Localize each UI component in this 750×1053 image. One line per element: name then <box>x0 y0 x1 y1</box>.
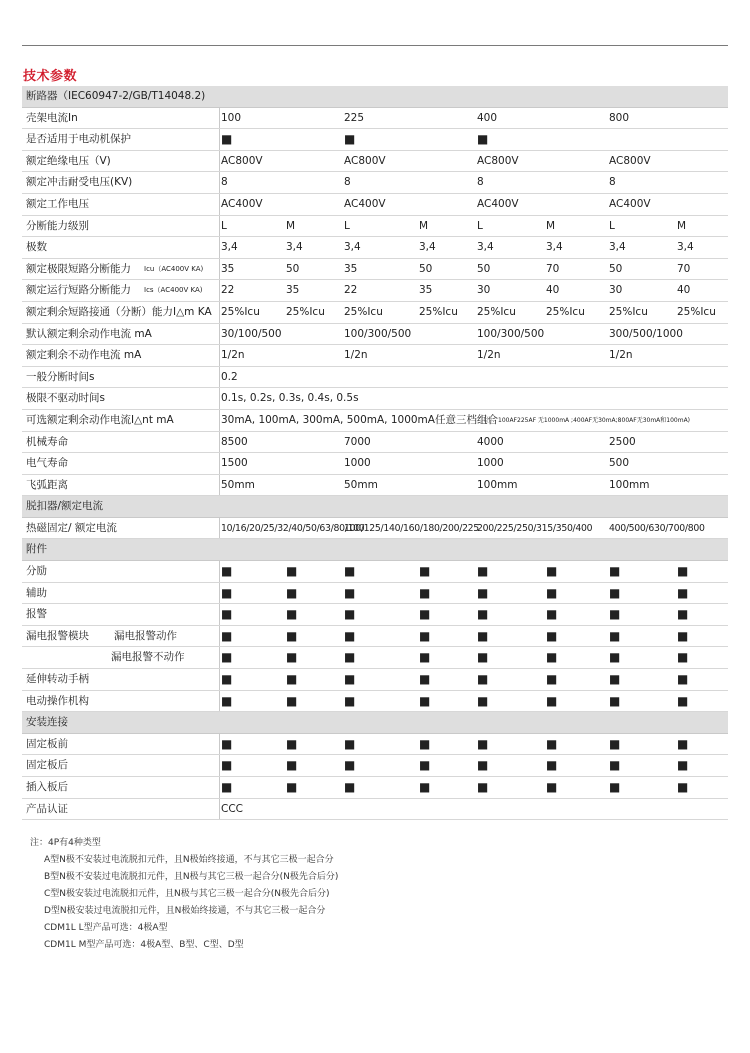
table-row <box>22 475 728 497</box>
row-label: 插入板后 <box>26 781 68 793</box>
column-divider <box>219 367 220 388</box>
column-divider <box>219 518 220 539</box>
table-cell: 50 <box>419 262 433 275</box>
table-cell: 7000 <box>344 435 371 448</box>
filled-square-icon: ■ <box>677 672 689 687</box>
table-cell: 25%Icu <box>419 305 458 318</box>
row-label: 分断能力级别 <box>26 219 89 232</box>
table-cell: 30 <box>477 284 491 297</box>
row-label: 固定板后 <box>26 759 68 772</box>
row-label: 机械寿命 <box>26 435 68 448</box>
table-row <box>22 583 728 605</box>
table-row <box>22 432 728 454</box>
table-cell: 22 <box>221 284 235 297</box>
column-divider <box>219 324 220 345</box>
table-row <box>22 453 728 475</box>
row-label: 电气寿命 <box>26 457 68 470</box>
row-label: 辅助 <box>26 586 47 599</box>
section-title: 脱扣器/额定电流 <box>26 500 104 513</box>
column-divider <box>219 216 220 237</box>
filled-square-icon: ■ <box>477 628 489 643</box>
table-cell: 1/2n <box>221 349 245 362</box>
row-label: 漏电报警模块 <box>26 629 89 642</box>
table-cell: 1500 <box>221 457 248 470</box>
column-divider <box>219 410 220 431</box>
table-cell: 1/2n <box>344 349 368 362</box>
filled-square-icon: ■ <box>609 628 621 643</box>
table-cell: L <box>477 219 483 232</box>
table-row <box>22 302 728 324</box>
row-label-unit: Icu（AC400V KA) <box>144 264 204 273</box>
section-title: 安装连接 <box>26 716 68 729</box>
filled-square-icon: ■ <box>344 736 356 751</box>
table-cell: AC800V <box>609 154 651 167</box>
table-cell: 70 <box>677 262 691 275</box>
filled-square-icon: ■ <box>477 693 489 708</box>
table-cell: 25%Icu <box>286 305 325 318</box>
table-cell: 2500 <box>609 435 636 448</box>
column-divider <box>219 302 220 323</box>
table-cell: M <box>677 219 687 232</box>
table-cell: 35 <box>419 284 433 297</box>
filled-square-icon: ■ <box>286 564 298 579</box>
row-sublabel: 漏电报警动作 <box>114 629 177 642</box>
row-label: 壳架电流In <box>26 111 78 124</box>
table-cell: 8 <box>344 176 351 189</box>
table-cell: 100/300/500 <box>344 327 412 340</box>
filled-square-icon: ■ <box>286 650 298 665</box>
table-row <box>22 604 728 626</box>
filled-square-icon: ■ <box>344 672 356 687</box>
filled-square-icon: ■ <box>221 693 233 708</box>
table-row <box>22 129 728 151</box>
table-cell: 50mm <box>221 478 255 491</box>
note-line: CDM1L L型产品可选：4极A型 <box>44 923 168 933</box>
table-row <box>22 669 728 691</box>
filled-square-icon: ■ <box>419 672 431 687</box>
table-cell: 300/500/1000 <box>609 327 683 340</box>
column-divider <box>219 432 220 453</box>
table-cell: 50 <box>286 262 300 275</box>
table-cell: 800 <box>609 111 630 124</box>
column-divider <box>219 583 220 604</box>
row-label: 额定极限短路分断能力 <box>26 262 131 275</box>
filled-square-icon: ■ <box>344 780 356 794</box>
filled-square-icon: ■ <box>609 564 621 579</box>
filled-square-icon: ■ <box>221 650 233 665</box>
table-cell: 8 <box>609 176 616 189</box>
filled-square-icon: ■ <box>546 628 558 643</box>
table-row <box>22 691 728 713</box>
table-cell: 50 <box>609 262 623 275</box>
filled-square-icon: ■ <box>677 780 689 794</box>
table-cell: 3,4 <box>677 241 694 254</box>
note-line: C型N极安装过电流脱扣元件，且N极与其它三极一起合分(N极先合后分) <box>44 889 330 899</box>
column-divider <box>219 280 220 301</box>
row-label: 额定冲击耐受电压(KV) <box>26 176 133 189</box>
row-label: 额定剩余不动作电流 mA <box>26 349 142 362</box>
column-divider <box>219 777 220 798</box>
column-divider <box>219 799 220 820</box>
filled-square-icon: ■ <box>677 628 689 643</box>
table-row <box>22 388 728 410</box>
table-row <box>22 755 728 777</box>
table-row <box>22 626 728 648</box>
filled-square-icon: ■ <box>286 585 298 600</box>
table-cell: 30/100/500 <box>221 327 282 340</box>
table-row <box>22 324 728 346</box>
filled-square-icon: ■ <box>344 693 356 708</box>
filled-square-icon: ■ <box>344 132 356 147</box>
notes <box>30 835 338 954</box>
column-divider <box>219 345 220 366</box>
table-cell: 200/225/250/315/350/400 <box>477 522 593 534</box>
table-cell: 40 <box>677 284 691 297</box>
table-cell: 100/125/140/160/180/200/225 <box>344 522 479 534</box>
filled-square-icon: ■ <box>477 672 489 687</box>
table-row <box>22 237 728 259</box>
column-divider <box>219 475 220 496</box>
table-cell: 1/2n <box>477 349 501 362</box>
spec-table <box>22 86 728 820</box>
table-row <box>22 410 728 432</box>
table-cell: 1000 <box>344 457 371 470</box>
filled-square-icon: ■ <box>221 628 233 643</box>
table-cell: 35 <box>344 262 358 275</box>
table-cell: 3,4 <box>609 241 626 254</box>
page-title: 技术参数 <box>23 69 78 84</box>
table-cell: AC400V <box>477 197 519 210</box>
table-cell: 70 <box>546 262 560 275</box>
table-row <box>22 345 728 367</box>
filled-square-icon: ■ <box>286 780 298 794</box>
filled-square-icon: ■ <box>221 132 233 147</box>
table-cell: 4000 <box>477 435 504 448</box>
column-divider <box>219 194 220 215</box>
filled-square-icon: ■ <box>677 650 689 665</box>
table-cell: 25%Icu <box>609 305 648 318</box>
column-divider <box>219 647 220 668</box>
row-label: 额定剩余短路接通（分断）能力I△m KA <box>26 305 212 318</box>
table-row <box>22 108 728 130</box>
filled-square-icon: ■ <box>344 607 356 622</box>
filled-square-icon: ■ <box>344 650 356 665</box>
filled-square-icon: ■ <box>221 758 233 773</box>
table-cell: 25%Icu <box>221 305 260 318</box>
table-cell: 3,4 <box>419 241 436 254</box>
column-divider <box>219 734 220 755</box>
filled-square-icon: ■ <box>419 564 431 579</box>
row-label: 默认额定剩余动作电流 mA <box>26 327 152 340</box>
filled-square-icon: ■ <box>477 780 489 794</box>
filled-square-icon: ■ <box>286 758 298 773</box>
filled-square-icon: ■ <box>546 758 558 773</box>
row-label: 报警 <box>26 608 47 621</box>
filled-square-icon: ■ <box>677 758 689 773</box>
filled-square-icon: ■ <box>286 628 298 643</box>
row-label: 极限不驱动时间s <box>26 392 105 405</box>
table-cell: 500 <box>609 457 630 470</box>
table-cell: M <box>546 219 556 232</box>
row-label: 产品认证 <box>26 802 68 815</box>
row-label: 热磁固定/ 额定电流 <box>26 521 117 534</box>
filled-square-icon: ■ <box>609 672 621 687</box>
table-row <box>22 799 728 821</box>
table-cell: CCC <box>221 802 243 815</box>
table-row <box>22 280 728 302</box>
note-line: CDM1L M型产品可选：4极A型、B型、C型、D型 <box>44 940 244 950</box>
filled-square-icon: ■ <box>344 758 356 773</box>
row-label: 额定工作电压 <box>26 197 89 210</box>
section-title: 断路器（IEC60947-2/GB/T14048.2) <box>26 90 206 102</box>
row-label-unit: Ics（AC400V KA) <box>144 286 203 295</box>
table-cell: 100/300/500 <box>477 327 545 340</box>
row-label: 额定运行短路分断能力 <box>26 284 131 297</box>
table-cell: 0.1s, 0.2s, 0.3s, 0.4s, 0.5s <box>221 392 359 405</box>
row-label: 额定绝缘电压（V) <box>26 154 111 167</box>
filled-square-icon: ■ <box>546 650 558 665</box>
filled-square-icon: ■ <box>546 607 558 622</box>
note-line: 注：4P有4种类型 <box>30 838 101 848</box>
table-cell: 10/16/20/25/32/40/50/63/80/100 <box>221 522 365 534</box>
filled-square-icon: ■ <box>221 736 233 751</box>
table-cell: L <box>609 219 615 232</box>
note-line: D型N极安装过电流脱扣元件，且N极始终接通，不与其它三极一起合分 <box>44 906 326 916</box>
table-cell: AC400V <box>221 197 263 210</box>
table-cell: AC800V <box>344 154 386 167</box>
table-cell: M <box>419 219 429 232</box>
top-divider <box>22 45 728 46</box>
table-row <box>22 259 728 281</box>
table-cell: 35 <box>286 284 300 297</box>
filled-square-icon: ■ <box>419 693 431 708</box>
section-title: 附件 <box>26 543 47 556</box>
table-cell: 8500 <box>221 435 248 448</box>
filled-square-icon: ■ <box>419 628 431 643</box>
filled-square-icon: ■ <box>609 693 621 708</box>
section-header <box>22 496 728 518</box>
table-row <box>22 518 728 540</box>
filled-square-icon: ■ <box>677 736 689 751</box>
column-divider <box>219 108 220 129</box>
row-label: 极数 <box>26 241 47 254</box>
filled-square-icon: ■ <box>609 650 621 665</box>
table-cell: 40 <box>546 284 560 297</box>
table-cell: 25%Icu <box>477 305 516 318</box>
filled-square-icon: ■ <box>546 564 558 579</box>
note-line: A型N极不安装过电流脱扣元件，且N极始终接通，不与其它三极一起合分 <box>44 855 334 865</box>
filled-square-icon: ■ <box>546 780 558 794</box>
filled-square-icon: ■ <box>286 672 298 687</box>
filled-square-icon: ■ <box>344 585 356 600</box>
table-cell: AC800V <box>221 154 263 167</box>
table-cell: AC400V <box>609 197 651 210</box>
filled-square-icon: ■ <box>221 780 233 794</box>
table-cell: 1/2n <box>609 349 633 362</box>
table-cell: 30mA, 100mA, 300mA, 500mA, 1000mA任意三档组合 <box>221 413 498 426</box>
column-divider <box>219 259 220 280</box>
table-cell: 25%Icu <box>344 305 383 318</box>
filled-square-icon: ■ <box>677 607 689 622</box>
table-row <box>22 647 728 669</box>
column-divider <box>219 388 220 409</box>
row-label: 可选额定剩余动作电流I△nt mA <box>26 413 174 426</box>
column-divider <box>219 604 220 625</box>
filled-square-icon: ■ <box>477 132 489 147</box>
filled-square-icon: ■ <box>419 585 431 600</box>
table-cell: L <box>221 219 227 232</box>
column-divider <box>219 691 220 712</box>
table-cell: AC800V <box>477 154 519 167</box>
filled-square-icon: ■ <box>419 780 431 794</box>
table-cell: 25%Icu <box>677 305 716 318</box>
table-row <box>22 151 728 173</box>
column-divider <box>219 237 220 258</box>
footnote-inline: （注：100AF225AF 无1000mA ;400AF无30mA;800AF无30mA和100mA) <box>480 416 691 424</box>
note-line: B型N极不安装过电流脱扣元件，且N极与其它三极一起合分(N极先合后分) <box>44 872 339 882</box>
row-label: 飞弧距离 <box>26 478 68 491</box>
table-cell: L <box>344 219 350 232</box>
column-divider <box>219 453 220 474</box>
column-divider <box>219 669 220 690</box>
table-cell: 3,4 <box>221 241 238 254</box>
table-cell: 400/500/630/700/800 <box>609 522 705 534</box>
table-cell: 3,4 <box>477 241 494 254</box>
table-row <box>22 216 728 238</box>
row-label: 是否适用于电动机保护 <box>26 133 131 146</box>
column-divider <box>219 129 220 150</box>
table-cell: AC400V <box>344 197 386 210</box>
row-label: 分励 <box>26 565 47 578</box>
filled-square-icon: ■ <box>609 585 621 600</box>
table-cell: 50mm <box>344 478 378 491</box>
filled-square-icon: ■ <box>546 585 558 600</box>
table-cell: 3,4 <box>344 241 361 254</box>
filled-square-icon: ■ <box>677 693 689 708</box>
filled-square-icon: ■ <box>677 564 689 579</box>
table-cell: 1000 <box>477 457 504 470</box>
filled-square-icon: ■ <box>546 672 558 687</box>
table-row <box>22 777 728 799</box>
filled-square-icon: ■ <box>609 607 621 622</box>
filled-square-icon: ■ <box>221 564 233 579</box>
table-cell: 50 <box>477 262 491 275</box>
row-label: 延伸转动手柄 <box>26 673 89 686</box>
filled-square-icon: ■ <box>221 607 233 622</box>
filled-square-icon: ■ <box>609 736 621 751</box>
row-label: 电动操作机构 <box>26 694 89 707</box>
column-divider <box>219 561 220 582</box>
table-cell: 100 <box>221 111 242 124</box>
filled-square-icon: ■ <box>419 650 431 665</box>
filled-square-icon: ■ <box>609 780 621 794</box>
filled-square-icon: ■ <box>609 758 621 773</box>
column-divider <box>219 626 220 647</box>
filled-square-icon: ■ <box>677 585 689 600</box>
table-row <box>22 561 728 583</box>
table-cell: 400 <box>477 111 498 124</box>
table-cell: 25%Icu <box>546 305 585 318</box>
section-header <box>22 539 728 561</box>
table-cell: 0.2 <box>221 370 238 383</box>
row-label: 一般分断时间s <box>26 370 95 383</box>
table-cell: 100mm <box>477 478 518 491</box>
table-row <box>22 172 728 194</box>
filled-square-icon: ■ <box>477 607 489 622</box>
table-cell: 100mm <box>609 478 650 491</box>
filled-square-icon: ■ <box>344 628 356 643</box>
filled-square-icon: ■ <box>221 585 233 600</box>
table-row <box>22 194 728 216</box>
filled-square-icon: ■ <box>546 736 558 751</box>
filled-square-icon: ■ <box>286 736 298 751</box>
section-header <box>22 86 728 108</box>
row-label: 固定板前 <box>26 737 68 750</box>
table-cell: M <box>286 219 296 232</box>
filled-square-icon: ■ <box>286 693 298 708</box>
column-divider <box>219 151 220 172</box>
table-row <box>22 734 728 756</box>
filled-square-icon: ■ <box>477 758 489 773</box>
filled-square-icon: ■ <box>477 736 489 751</box>
column-divider <box>219 172 220 193</box>
column-divider <box>219 755 220 776</box>
table-row <box>22 367 728 389</box>
row-sublabel: 漏电报警不动作 <box>111 651 185 664</box>
filled-square-icon: ■ <box>477 650 489 665</box>
table-cell: 35 <box>221 262 235 275</box>
filled-square-icon: ■ <box>221 672 233 687</box>
table-cell: 225 <box>344 111 365 124</box>
filled-square-icon: ■ <box>477 564 489 579</box>
filled-square-icon: ■ <box>419 758 431 773</box>
table-cell: 8 <box>221 176 228 189</box>
table-cell: 30 <box>609 284 623 297</box>
filled-square-icon: ■ <box>419 736 431 751</box>
table-cell: 22 <box>344 284 358 297</box>
table-cell: 3,4 <box>546 241 563 254</box>
table-cell: 8 <box>477 176 484 189</box>
filled-square-icon: ■ <box>344 564 356 579</box>
filled-square-icon: ■ <box>477 585 489 600</box>
filled-square-icon: ■ <box>546 693 558 708</box>
filled-square-icon: ■ <box>286 607 298 622</box>
section-header <box>22 712 728 734</box>
table-cell: 3,4 <box>286 241 303 254</box>
filled-square-icon: ■ <box>419 607 431 622</box>
